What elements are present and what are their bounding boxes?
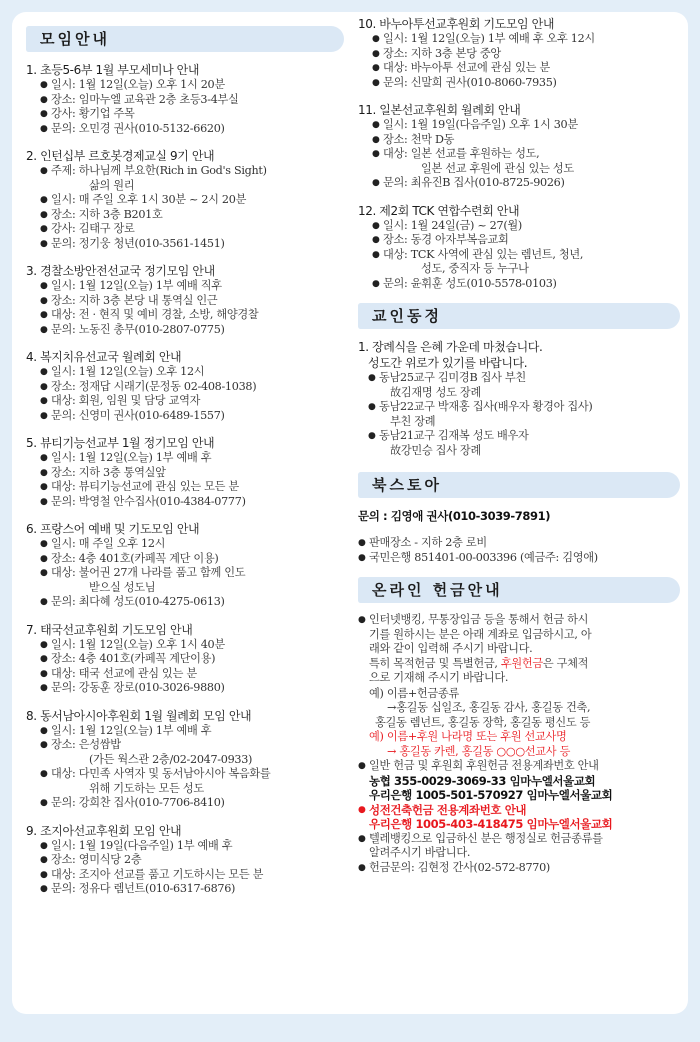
online-p1-0: 인터넷뱅킹, 무통장입금 등을 통해서 헌금 하시 bbox=[369, 613, 589, 626]
meeting-detail-line bbox=[372, 118, 680, 133]
online-offering-item bbox=[358, 613, 680, 875]
detail-text: 대상: 뷰티기능선교에 관심 있는 모든 분 bbox=[51, 480, 239, 493]
detail-text: 대상: 조지아 선교를 품고 기도하시는 모든 분 bbox=[51, 867, 264, 881]
detail-text: 장소: 지하 3층 B201호 bbox=[51, 207, 163, 221]
example-2-line-0: 예) 이름+후원 나라명 또는 후원 선교사명 bbox=[369, 730, 567, 743]
detail-continuation: 삶의 원리 bbox=[89, 178, 135, 192]
general-account-label: ● 일반 헌금 및 후원회 후원헌금 전용계좌번호 안내 bbox=[369, 759, 599, 772]
detail-text: 일시: 1월 19일(다음주일) 1부 예배 후 bbox=[51, 838, 233, 852]
detail-text: 문의: 윤휘훈 성도(010-5578-0103) bbox=[383, 276, 557, 290]
meeting-detail-line bbox=[40, 724, 344, 739]
meeting-detail-line bbox=[372, 61, 680, 76]
meeting-detail-line bbox=[40, 652, 344, 667]
meeting-detail-line bbox=[40, 882, 344, 897]
news-text: 동남21교구 김재복 성도 배우자 bbox=[379, 429, 529, 442]
detail-text: 일시: 1월 12일(오늘) 1부 예배 후 오후 12시 bbox=[383, 32, 595, 45]
detail-text: 일시: 매 주일 오후 12시 bbox=[51, 537, 166, 550]
detail-text: 일시: 매 주일 오후 1시 30분 ~ 2시 20분 bbox=[51, 193, 247, 206]
building-account-number: 우리은행 1005-403-418475 임마누엘서울교회 bbox=[369, 817, 613, 831]
meeting-detail-line bbox=[40, 409, 344, 424]
meeting-detail-line bbox=[40, 279, 344, 294]
meeting-detail-list bbox=[26, 365, 344, 423]
meeting-item-title: 10. 바누아투선교후원회 기도모임 안내 bbox=[358, 17, 555, 31]
meeting-detail-line bbox=[40, 237, 344, 252]
meeting-item bbox=[358, 16, 680, 90]
church-news-section-title: 교인동정 bbox=[358, 303, 680, 329]
meeting-item bbox=[26, 435, 344, 509]
meeting-item bbox=[26, 263, 344, 337]
news-text: 동남25교구 김미경B 집사 부친 bbox=[379, 371, 526, 384]
detail-text: 문의: 최다혜 성도(010-4275-0613) bbox=[51, 595, 225, 608]
news-text: 동남22교구 박재홍 집사(배우자 황경아 집사) bbox=[379, 400, 593, 413]
detail-continuation: 위해 기도하는 모든 성도 bbox=[89, 781, 204, 795]
detail-text: 장소: 4층 401호(카페꼭 계단이용) bbox=[51, 652, 216, 665]
meeting-item-title: 1. 초등5-6부 1월 부모세미나 안내 bbox=[26, 63, 200, 77]
detail-text: 문의: 신말희 권사(010-8060-7935) bbox=[383, 75, 557, 89]
detail-text: 장소: 정재답 시래기(문정동 02-408-1038) bbox=[51, 379, 257, 393]
detail-text: 장소: 천막 D동 bbox=[383, 132, 455, 146]
bookstore-item bbox=[358, 508, 680, 565]
meeting-detail-line bbox=[40, 552, 344, 567]
detail-text: 장소: 은성쌈밥 bbox=[51, 738, 121, 751]
meeting-detail-list bbox=[26, 279, 344, 337]
meeting-item-title: 12. 제2회 TCK 연합수련회 안내 bbox=[358, 203, 520, 218]
detail-text: 일시: 1월 12일(오늘) 1부 예배 직후 bbox=[51, 279, 222, 292]
bookstore-list bbox=[358, 536, 680, 565]
meeting-detail-line bbox=[40, 566, 344, 595]
meeting-detail-line bbox=[40, 107, 344, 122]
meeting-detail-line bbox=[40, 365, 344, 380]
general-account-info bbox=[358, 759, 680, 803]
online-list bbox=[358, 613, 680, 875]
meeting-detail-line bbox=[40, 394, 344, 409]
online-p1-3: 특히 목적헌금 및 특별헌금, bbox=[369, 656, 501, 670]
meeting-item bbox=[358, 102, 680, 191]
meeting-detail-line bbox=[40, 480, 344, 495]
meeting-detail-line bbox=[40, 380, 344, 395]
meeting-item-title: 4. 복지치유선교국 월례회 안내 bbox=[26, 350, 182, 364]
meeting-item-title: 8. 동서남아시아후원회 1월 월례회 모임 안내 bbox=[26, 708, 252, 723]
meeting-item-title: 2. 인턴십부 르호봇경제교실 9기 안내 bbox=[26, 149, 215, 163]
detail-text: 일시: 1월 12일(오늘) 오후 12시 bbox=[51, 365, 205, 378]
news-continuation: 故김재명 성도 장례 bbox=[390, 385, 481, 399]
right-column bbox=[358, 16, 680, 887]
meeting-detail-list bbox=[26, 839, 344, 897]
detail-continuation: 일본 선교 후원에 관심 있는 성도 bbox=[421, 161, 574, 175]
example-2-line-1: → 홍길동 카렌, 홍길동 ○○○선교사 등 bbox=[387, 744, 571, 758]
example-1-line-2: 홍길동 렘넌트, 홍길동 장학, 홍길동 평신도 등 bbox=[375, 715, 591, 729]
meeting-item-title: 3. 경찰소방안전선교국 정기모임 안내 bbox=[26, 264, 215, 278]
detail-text: 문의: 노동진 총무(010-2807-0775) bbox=[51, 322, 225, 336]
meeting-detail-line bbox=[40, 208, 344, 223]
detail-text: 문의: 신영미 권사(010-6489-1557) bbox=[51, 408, 225, 422]
church-news-entry bbox=[368, 429, 680, 458]
meeting-detail-line bbox=[372, 133, 680, 148]
news-continuation: 故강민승 집사 장례 bbox=[390, 443, 481, 457]
detail-text: 일시: 1월 19일(다음주일) 오후 1시 30분 bbox=[383, 118, 578, 131]
meeting-item-title: 9. 조지아선교후원회 모임 안내 bbox=[26, 823, 182, 838]
detail-text: 문의: 오민경 권사(010-5132-6620) bbox=[51, 121, 225, 135]
meeting-detail-line bbox=[40, 853, 344, 868]
left-column bbox=[26, 26, 344, 909]
meeting-detail-list bbox=[26, 537, 344, 610]
meeting-item bbox=[358, 203, 680, 292]
detail-text: 장소: 지하 3층 통역실앞 bbox=[51, 465, 166, 479]
meeting-item-title: 5. 뷰티기능선교부 1월 정기모임 안내 bbox=[26, 436, 215, 450]
church-news-entry bbox=[368, 371, 680, 400]
bulletin-page bbox=[12, 12, 688, 1014]
church-news-list bbox=[358, 371, 680, 458]
meeting-detail-line bbox=[372, 277, 680, 292]
bookstore-section-title: 북스토아 bbox=[358, 472, 680, 498]
support-offering-highlight: 후원헌금 bbox=[500, 656, 543, 670]
detail-text: 강사: 김태구 장로 bbox=[51, 222, 135, 235]
meeting-detail-line bbox=[372, 248, 680, 277]
meeting-detail-line bbox=[40, 294, 344, 309]
meeting-detail-line bbox=[372, 147, 680, 176]
meeting-detail-line bbox=[40, 839, 344, 854]
detail-continuation: (가든 웍스관 2층/02-2047-0933) bbox=[89, 752, 253, 766]
meeting-detail-line bbox=[372, 76, 680, 91]
meeting-detail-line bbox=[40, 495, 344, 510]
detail-text: 대상: 불어권 27개 나라를 품고 함께 인도 bbox=[51, 566, 246, 579]
online-instructions bbox=[358, 613, 680, 759]
detail-text: 일시: 1월 12일(오늘) 오후 1시 40분 bbox=[51, 637, 225, 651]
church-news-intro-1: 1. 장례식을 은혜 가운데 마쳤습니다. bbox=[358, 340, 543, 354]
meeting-detail-line bbox=[372, 47, 680, 62]
telebank-note bbox=[358, 832, 680, 861]
meeting-detail-line bbox=[372, 32, 680, 47]
bookstore-account: ● 국민은행 851401-00-003396 (예금주: 김영애) bbox=[358, 551, 680, 566]
meeting-detail-list bbox=[26, 451, 344, 509]
detail-text: 대상: 바누아투 선교에 관심 있는 분 bbox=[383, 61, 550, 74]
online-p1-1: 기를 원하시는 분은 아래 계좌로 입금하시고, 아 bbox=[369, 627, 592, 641]
online-p1-after-1: 으로 기재해 주시기 바랍니다. bbox=[369, 671, 509, 684]
offering-inquiry: ● 헌금문의: 김현정 간사(02-572-8770) bbox=[358, 861, 680, 876]
meeting-item-title: 6. 프랑스어 예배 및 기도모임 안내 bbox=[26, 522, 200, 536]
meeting-detail-line bbox=[40, 93, 344, 108]
building-account-label: ● 성전건축헌금 전용계좌번호 안내 bbox=[369, 802, 527, 817]
detail-text: 문의: 강희찬 집사(010-7706-8410) bbox=[51, 796, 225, 809]
meeting-detail-line bbox=[40, 868, 344, 883]
meeting-detail-list bbox=[358, 32, 680, 90]
general-account-woori: 우리은행 1005-501-570927 임마누엘서울교회 bbox=[369, 788, 613, 802]
detail-text: 대상: 다민족 사역자 및 동서남아시아 복음화를 bbox=[51, 767, 271, 780]
detail-text: 문의: 최유진B 집사(010-8725-9026) bbox=[383, 176, 565, 189]
detail-text: 장소: 임마누엘 교육관 2층 초등3-4부실 bbox=[51, 92, 239, 106]
example-2 bbox=[369, 730, 680, 759]
detail-text: 문의: 정기웅 청년(010-3561-1451) bbox=[51, 236, 225, 250]
meeting-detail-line bbox=[40, 193, 344, 208]
meeting-detail-list bbox=[26, 724, 344, 811]
meeting-detail-line bbox=[40, 738, 344, 767]
bookstore-location: ● 판매장소 - 지하 2층 로비 bbox=[358, 536, 680, 551]
meeting-item bbox=[26, 521, 344, 610]
online-p1-after-0: 은 구체적 bbox=[542, 656, 589, 670]
example-1-line-1: →홍길동 십일조, 홍길동 감사, 홍길동 건축, bbox=[387, 701, 591, 714]
detail-text: 일시: 1월 24일(금) ~ 27(월) bbox=[383, 218, 522, 232]
detail-text: 일시: 1월 12일(오늘) 오후 1시 20분 bbox=[51, 78, 225, 91]
detail-text: 문의: 강동훈 장로(010-3026-9880) bbox=[51, 681, 225, 694]
meeting-detail-line bbox=[40, 667, 344, 682]
meeting-detail-line bbox=[372, 233, 680, 248]
meeting-detail-line bbox=[40, 78, 344, 93]
detail-text: 문의: 박영철 안수집사(010-4384-0777) bbox=[51, 494, 246, 508]
detail-text: 강사: 황기업 주목 bbox=[51, 107, 135, 120]
detail-text: 장소: 지하 3층 본당 중앙 bbox=[383, 46, 501, 60]
meeting-detail-line bbox=[40, 323, 344, 338]
detail-text: 대상: 일본 선교를 후원하는 성도, bbox=[383, 147, 540, 160]
meeting-detail-line bbox=[40, 537, 344, 552]
meeting-detail-line bbox=[40, 222, 344, 237]
meeting-detail-list bbox=[26, 638, 344, 696]
example-1-line-0: 예) 이름+헌금종류 bbox=[369, 686, 459, 700]
meeting-detail-list bbox=[358, 219, 680, 292]
detail-text: 대상: 태국 선교에 관심 있는 분 bbox=[51, 666, 197, 680]
church-news-item bbox=[358, 339, 680, 458]
meeting-detail-list bbox=[26, 164, 344, 251]
church-news-intro-2: 성도간 위로가 있기를 바랍니다. bbox=[368, 356, 528, 370]
telebank-line-0: ● 텔레뱅킹으로 입금하신 분은 행정실로 헌금종류를 bbox=[369, 831, 603, 845]
meeting-detail-list bbox=[358, 118, 680, 191]
meeting-detail-line bbox=[40, 638, 344, 653]
meeting-detail-line bbox=[40, 308, 344, 323]
detail-text: 대상: 회원, 임원 및 담당 교역자 bbox=[51, 394, 201, 407]
detail-continuation: 성도, 중직자 등 누구나 bbox=[421, 262, 529, 275]
meeting-item bbox=[26, 622, 344, 696]
meeting-detail-list bbox=[26, 78, 344, 136]
detail-text: 장소: 동경 아자부복음교회 bbox=[383, 233, 509, 246]
news-continuation: 부친 장례 bbox=[390, 414, 436, 428]
meeting-item bbox=[26, 823, 344, 897]
detail-text: 문의: 정유다 렘넌트(010-6317-6876) bbox=[51, 882, 236, 895]
example-1 bbox=[369, 687, 680, 731]
meeting-item bbox=[26, 708, 344, 811]
online-section-title: 온라인 헌금안내 bbox=[358, 577, 680, 603]
meeting-item-title: 11. 일본선교후원회 월례회 안내 bbox=[358, 103, 521, 117]
church-news-entry bbox=[368, 400, 680, 429]
meeting-detail-line bbox=[40, 767, 344, 796]
meeting-detail-line bbox=[40, 451, 344, 466]
online-p1-2: 래와 같이 입력해 주시기 바랍니다. bbox=[369, 642, 533, 655]
bookstore-contact: 문의 : 김영애 권사(010-3039-7891) bbox=[358, 509, 551, 523]
meeting-item-title: 7. 태국선교후원회 기도모임 안내 bbox=[26, 622, 193, 637]
meeting-item bbox=[26, 148, 344, 251]
detail-text: 장소: 지하 3층 본당 내 통역실 인근 bbox=[51, 293, 218, 307]
meeting-item bbox=[26, 62, 344, 136]
detail-continuation: 받으실 성도님 bbox=[89, 580, 156, 594]
detail-text: 일시: 1월 12일(오늘) 1부 예배 후 bbox=[51, 723, 212, 737]
meeting-detail-line bbox=[372, 176, 680, 191]
telebank-line-1: 알려주시기 바랍니다. bbox=[369, 846, 471, 859]
meeting-detail-line bbox=[372, 219, 680, 234]
detail-text: 일시: 1월 12일(오늘) 1부 예배 후 bbox=[51, 451, 212, 464]
meeting-detail-line bbox=[40, 164, 344, 193]
detail-text: 장소: 4층 401호(카페꼭 계단 이용) bbox=[51, 551, 219, 565]
meeting-section-title: 모임안내 bbox=[26, 26, 344, 52]
detail-text: 장소: 영미식당 2층 bbox=[51, 853, 142, 866]
detail-text: 대상: 전 · 현직 및 예비 경찰, 소방, 해양경찰 bbox=[51, 308, 259, 321]
meeting-detail-line bbox=[40, 796, 344, 811]
detail-text: 주제: 하나님께 부요한(Rich in God's Sight) bbox=[51, 164, 267, 177]
building-account-info bbox=[358, 803, 680, 832]
meeting-detail-line bbox=[40, 122, 344, 137]
detail-text: 대상: TCK 사역에 관심 있는 렘넌트, 청년, bbox=[383, 247, 584, 261]
meeting-item bbox=[26, 349, 344, 423]
meeting-detail-line bbox=[40, 595, 344, 610]
meeting-detail-line bbox=[40, 466, 344, 481]
meeting-detail-line bbox=[40, 681, 344, 696]
general-account-nh: 농협 355-0029-3069-33 임마누엘서울교회 bbox=[369, 773, 596, 788]
